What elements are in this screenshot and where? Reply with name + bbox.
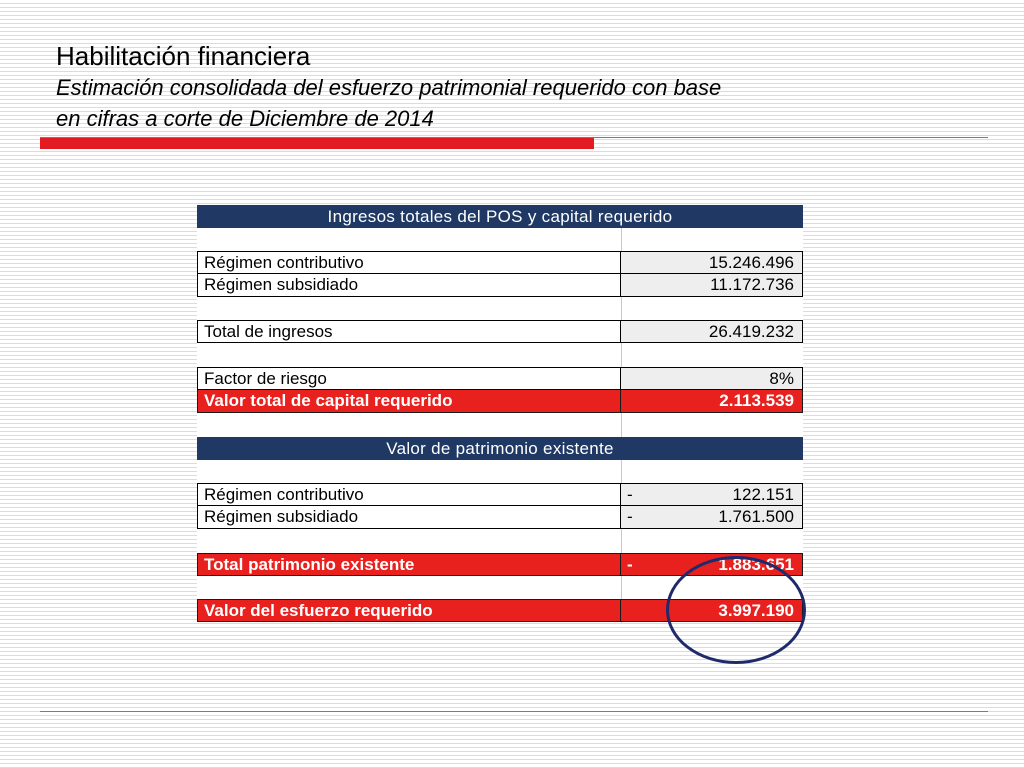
row-value: 11.172.736 <box>621 274 803 297</box>
slide-subtitle-line1: Estimación consolidada del esfuerzo patrimonial requerido con base <box>56 75 722 100</box>
row-value: 26.419.232 <box>621 320 803 343</box>
row-label: Total patrimonio existente <box>197 553 621 576</box>
row-label: Valor total de capital requerido <box>197 390 621 413</box>
table-row-patrimonio-contributivo <box>197 483 803 506</box>
row-label: Total de ingresos <box>197 320 621 343</box>
value-text: 1.761.500 <box>718 507 794 526</box>
table-row-total-patrimonio <box>197 553 803 576</box>
title-accent-bar <box>40 138 594 149</box>
table-row-contributivo <box>197 251 803 274</box>
row-value: 15.246.496 <box>621 251 803 274</box>
table-row-esfuerzo-requerido <box>197 599 803 622</box>
table-row-total-ingresos <box>197 320 803 343</box>
row-label: Régimen subsidiado <box>197 274 621 297</box>
slide-subtitle-line2: en cifras a corte de Diciembre de 2014 <box>56 106 434 131</box>
table-row-patrimonio-subsidiado <box>197 506 803 529</box>
table-row-capital-requerido <box>197 390 803 413</box>
negative-sign: - <box>627 485 633 504</box>
footer-divider-line <box>40 711 988 712</box>
row-label: Factor de riesgo <box>197 367 621 390</box>
row-label: Régimen contributivo <box>197 483 621 506</box>
negative-sign: - <box>627 555 633 574</box>
row-value: 2.113.539 <box>621 390 803 413</box>
title-area <box>56 40 976 134</box>
row-label: Régimen contributivo <box>197 251 621 274</box>
table-row-factor-riesgo <box>197 367 803 390</box>
section-header-patrimonio: Valor de patrimonio existente <box>197 437 803 460</box>
slide-title: Habilitación financiera <box>56 41 311 71</box>
value-text: 122.151 <box>732 485 794 504</box>
row-value: 8% <box>621 367 803 390</box>
row-label: Valor del esfuerzo requerido <box>197 599 621 622</box>
section-header-ingresos: Ingresos totales del POS y capital requerido <box>197 205 803 228</box>
row-value <box>621 506 803 529</box>
spreadsheet-table <box>197 205 803 623</box>
row-value <box>621 483 803 506</box>
row-value: 3.997.190 <box>621 599 803 622</box>
row-label: Régimen subsidiado <box>197 506 621 529</box>
table-row-subsidiado <box>197 274 803 297</box>
row-value <box>621 553 803 576</box>
value-text: 1.883.651 <box>718 555 794 574</box>
negative-sign: - <box>627 507 633 526</box>
